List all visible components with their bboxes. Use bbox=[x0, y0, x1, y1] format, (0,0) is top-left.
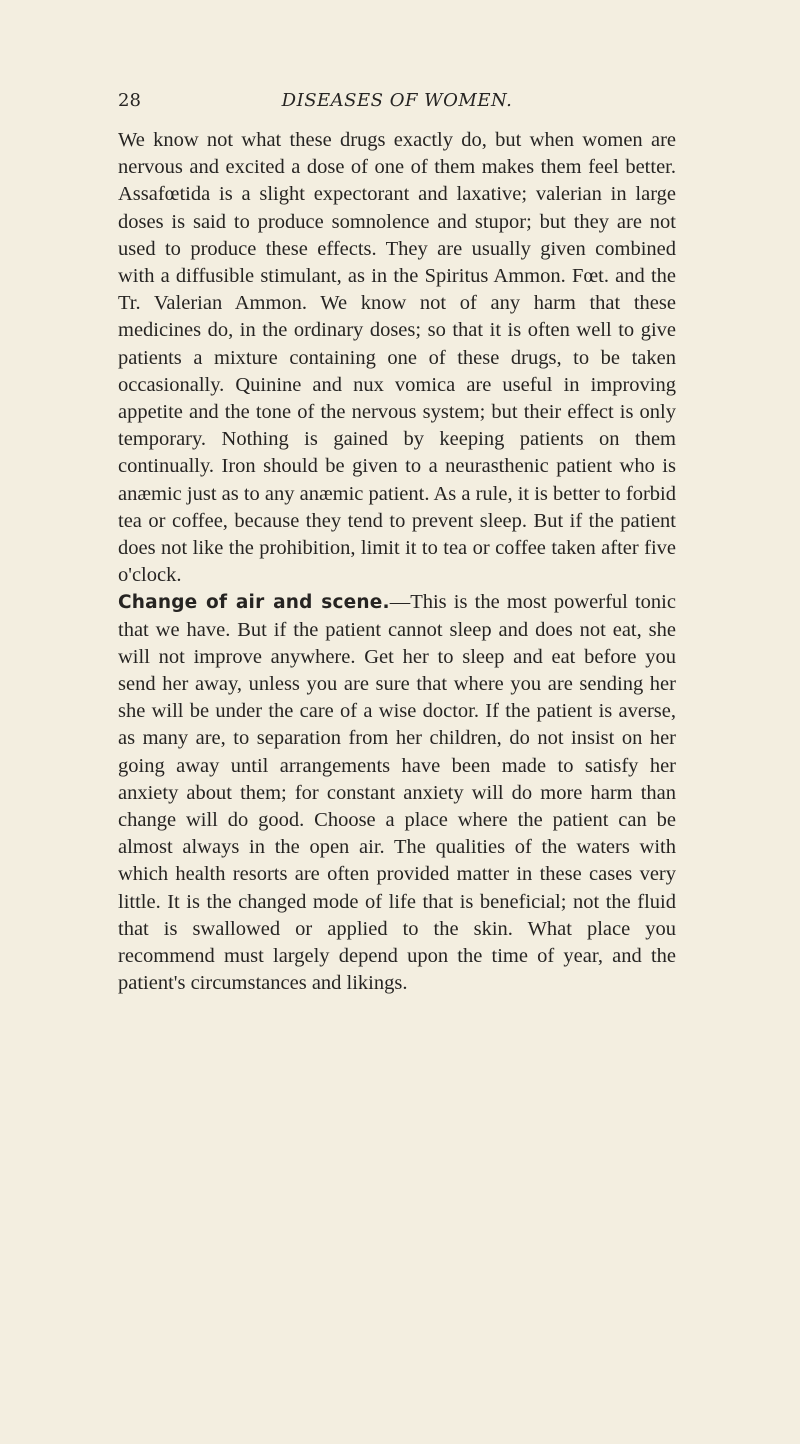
page-number: 28 bbox=[118, 90, 141, 111]
paragraph-change-of-air-text: —This is the most powerful tonic that we have. But if the patient cannot sleep and does not eat, she will not improve anywhere. Get her to sleep and eat before you send her away, unless you are sure that where you are sending her she will be under the care of a wise doctor. If the patient is averse, as many are, to separation from her children, do not insist on her going away until arrangements have been made to satisfy her anxiety about them; for constant anxiety will do more harm than change will do good. Choose a place where the patient can be almost always in the open air. The qualities of the waters with which health resorts are often provided matter in these cases very little. It is the changed mode of life that is beneficial; not the fluid that is swallowed or applied to the skin. What place you recommend must largely depend upon the time of year, and the patient's circumstances and likings. bbox=[118, 591, 676, 995]
section-heading: Change of air and scene. bbox=[118, 592, 390, 614]
paragraph-change-of-air bbox=[118, 589, 676, 997]
page-header bbox=[118, 86, 676, 116]
body-text bbox=[118, 127, 676, 998]
paragraph-drugs: We know not what these drugs exactly do, but when women are nervous and excited a dose of one of them makes them feel better. Assafœtida is a slight expectorant and laxative; valerian in large doses is said to produce somnolence and stupor; but they are not used to produce these effects. They are usually given combined with a diffusible stimulant, as in the Spiritus Ammon. Fœt. and the Tr. Valerian Ammon. We know not of any harm that these medicines do, in the ordinary doses; so that it is often well to give patients a mixture containing one of these drugs, to be taken occasionally. Quinine and nux vomica are useful in improving appetite and the tone of the nervous system; but their effect is only temporary. Nothing is gained by keeping patients on them continually. Iron should be given to a neurasthenic patient who is anæmic just as to any anæmic patient. As a rule, it is better to forbid tea or coffee, because they tend to prevent sleep. But if the patient does not like the prohibition, limit it to tea or coffee taken after five o'clock. bbox=[118, 129, 676, 587]
running-title: DISEASES OF WOMEN. bbox=[281, 90, 513, 111]
